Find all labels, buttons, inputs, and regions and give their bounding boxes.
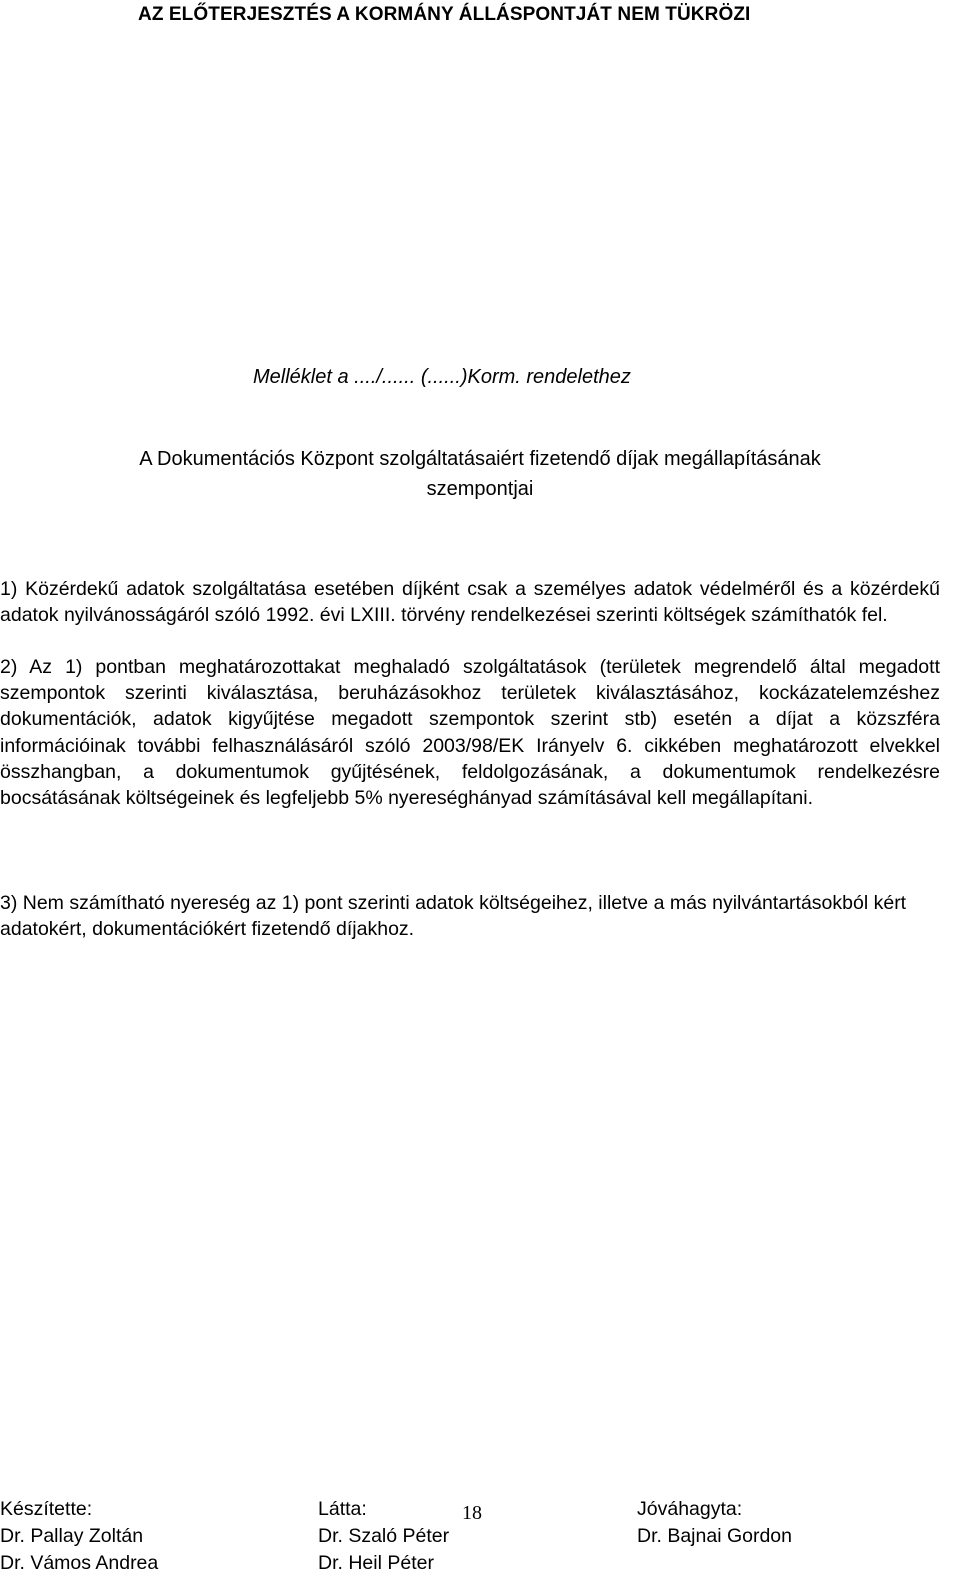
annex-reference: Melléklet a ..../...... (......)Korm. rendelethez	[253, 366, 631, 388]
paragraph-3: 3) Nem számítható nyereség az 1) pont szerinti adatok költségeihez, illetve a más nyilvántartásokból kért adatokért, dokumentációkért fizetendő díjakhoz.	[0, 892, 907, 941]
document-title	[0, 444, 960, 504]
prepared-by-name: Dr. Pallay Zoltán	[0, 1525, 144, 1547]
header-title: AZ ELŐTERJESZTÉS A KORMÁNY ÁLLÁSPONTJÁT NEM TÜKRÖZI	[138, 4, 751, 25]
approved-by-name: Dr. Bajnai Gordon	[637, 1525, 793, 1547]
prepared-by-label: Készítette:	[0, 1498, 93, 1520]
prepared-by-block	[0, 1496, 158, 1577]
document-title-line-1: A Dokumentációs Központ szolgáltatásaiért fizetendő díjak megállapításának	[139, 448, 821, 470]
approved-by-block	[637, 1496, 792, 1550]
prepared-by-name: Dr. Vámos Andrea	[0, 1552, 159, 1574]
page-number: 18	[462, 1502, 482, 1524]
paragraph-2: 2) Az 1) pontban meghatározottakat meghaladó szolgáltatások (területek megrendelő által megadott szempontok szerinti kiválasztása, beruházásokhoz területek kiválasztásához, kockázatelemzéshez dokumentációk, adatok kigyűjtése megadott szempontok szerint stb) esetén a díjat a közszféra információinak további felhasználásáról szóló 2003/98/EK Irányelv 6. cikkében meghatározott elvekkel összhangban, a dokumentumok gyűjtésének, feldolgozásának, a dokumentumok rendelkezésre bocsátásának költségeinek és legfeljebb 5% nyereséghányad számításával kell megállapítani.	[0, 656, 940, 810]
paragraph-1: 1) Közérdekű adatok szolgáltatása esetében díjként csak a személyes adatok védelméről és a közérdekű adatok nyilvánosságáról szóló 1992. évi LXIII. törvény rendelkezései szerinti költségek számíthatók fel.	[0, 578, 940, 627]
approved-by-label: Jóváhagyta:	[637, 1498, 743, 1520]
seen-by-name: Dr. Szaló Péter	[318, 1525, 450, 1547]
seen-by-block	[318, 1496, 449, 1577]
seen-by-label: Látta:	[318, 1498, 367, 1520]
seen-by-name: Dr. Heil Péter	[318, 1552, 434, 1574]
document-title-line-2: szempontjai	[426, 478, 534, 500]
